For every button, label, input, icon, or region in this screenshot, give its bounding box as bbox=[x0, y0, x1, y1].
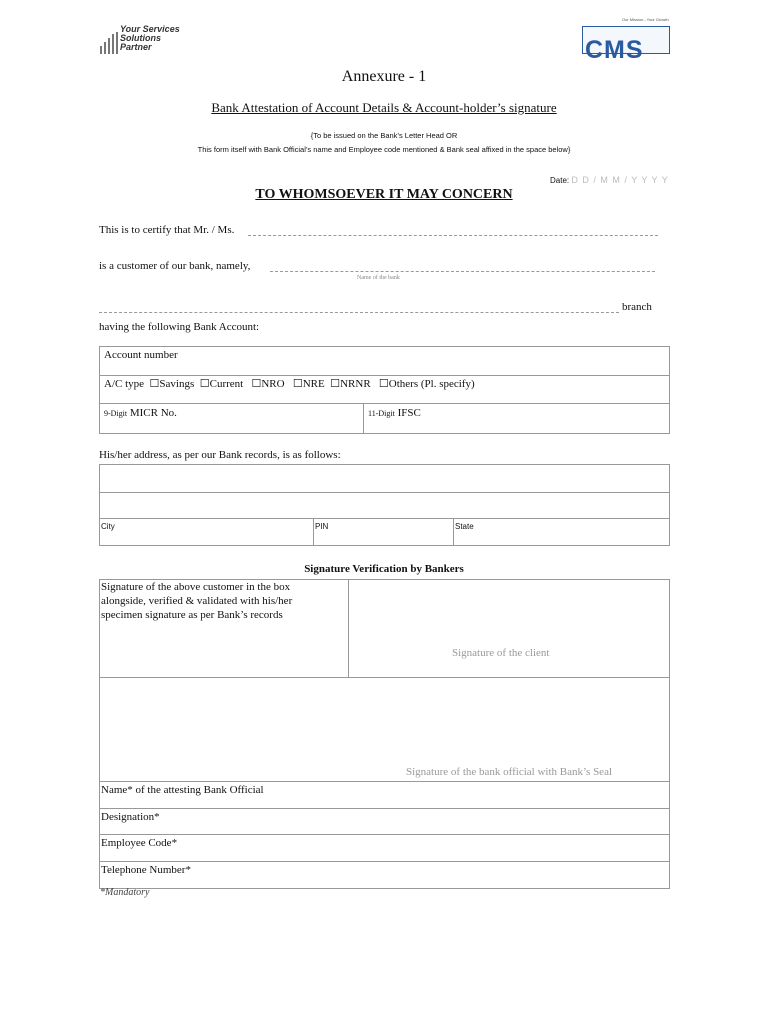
micr-field[interactable]: 9-Digit MICR No. bbox=[104, 407, 177, 419]
ifsc-field[interactable]: 11-Digit IFSC bbox=[368, 407, 421, 419]
checkbox-nro[interactable]: ☐NRO bbox=[245, 378, 285, 390]
logo-text-2: Solutions bbox=[120, 33, 161, 43]
branch-field[interactable] bbox=[99, 312, 619, 313]
checkbox-nre[interactable]: ☐NRE bbox=[287, 378, 325, 390]
certify-text: This is to certify that Mr. / Ms. bbox=[99, 224, 235, 236]
address-line-2[interactable] bbox=[100, 493, 669, 518]
checkbox-nrnr[interactable]: ☐NRNR bbox=[327, 378, 371, 390]
date-placeholder: D D / M M / Y Y Y Y bbox=[571, 175, 669, 185]
telephone-field[interactable]: Telephone Number* bbox=[101, 864, 191, 876]
address-line-1[interactable] bbox=[100, 465, 669, 492]
employee-code-field[interactable]: Employee Code* bbox=[101, 837, 178, 849]
cms-logo-text: CMS bbox=[585, 36, 644, 64]
designation-field[interactable]: Designation* bbox=[101, 811, 160, 823]
city-field[interactable]: City bbox=[101, 522, 115, 531]
bank-name-field[interactable] bbox=[270, 271, 655, 272]
account-number-label[interactable]: Account number bbox=[104, 349, 178, 361]
checkbox-savings[interactable]: ☐Savings bbox=[146, 378, 195, 390]
official-name-field[interactable]: Name* of the attesting Bank Official bbox=[101, 784, 264, 796]
customer-text: is a customer of our bank, namely, bbox=[99, 260, 251, 272]
checkbox-current[interactable]: ☐Current bbox=[197, 378, 244, 390]
page-heading: TO WHOMSOEVER IT MAY CONCERN bbox=[255, 187, 513, 202]
cms-tagline: Our Mission...Your Growth bbox=[622, 17, 669, 22]
cms-logo bbox=[582, 14, 670, 64]
logo-text-3: Partner bbox=[120, 42, 152, 52]
annexure-title: Annexure - 1 bbox=[341, 68, 427, 85]
branch-text: branch bbox=[622, 301, 652, 313]
ac-type-label: A/C type bbox=[104, 378, 145, 390]
official-signature-box[interactable]: Signature of the bank official with Bank’s Seal bbox=[406, 766, 613, 778]
client-signature-box[interactable]: Signature of the client bbox=[452, 647, 550, 659]
mandatory-note: *Mandatory bbox=[100, 887, 150, 898]
state-field[interactable]: State bbox=[455, 522, 474, 531]
date-label: Date: bbox=[550, 176, 570, 185]
signature-table bbox=[99, 579, 670, 889]
address-table bbox=[99, 464, 670, 546]
note-line-2: This form itself with Bank Official’s name and Employee code mentioned & Bank seal affixed in the space below} bbox=[197, 145, 571, 154]
having-text: having the following Bank Account: bbox=[99, 321, 260, 333]
bank-name-hint: Name of the bank bbox=[357, 275, 400, 281]
logo-text-1: Your Services bbox=[120, 24, 180, 34]
address-text: His/her address, as per our Bank records, is as follows: bbox=[99, 449, 341, 461]
pin-field[interactable]: PIN bbox=[315, 522, 329, 531]
ac-type-row bbox=[104, 377, 475, 390]
account-table bbox=[99, 346, 670, 434]
customer-name-field[interactable] bbox=[248, 235, 658, 236]
bars-icon bbox=[100, 32, 118, 54]
form-subtitle: Bank Attestation of Account Details & Account-holder’s signature bbox=[211, 100, 557, 115]
checkbox-others[interactable]: ☐Others (Pl. specify) bbox=[373, 378, 475, 390]
note-line-1: {To be issued on the Bank’s Letter Head OR bbox=[310, 131, 458, 140]
left-logo bbox=[100, 24, 190, 56]
customer-sig-text: Signature of the above customer in the box alongside, verified & validated with his/her specimen signature as per Bank’s records bbox=[101, 581, 293, 621]
date-field[interactable] bbox=[550, 175, 669, 185]
signature-heading: Signature Verification by Bankers bbox=[304, 563, 464, 575]
